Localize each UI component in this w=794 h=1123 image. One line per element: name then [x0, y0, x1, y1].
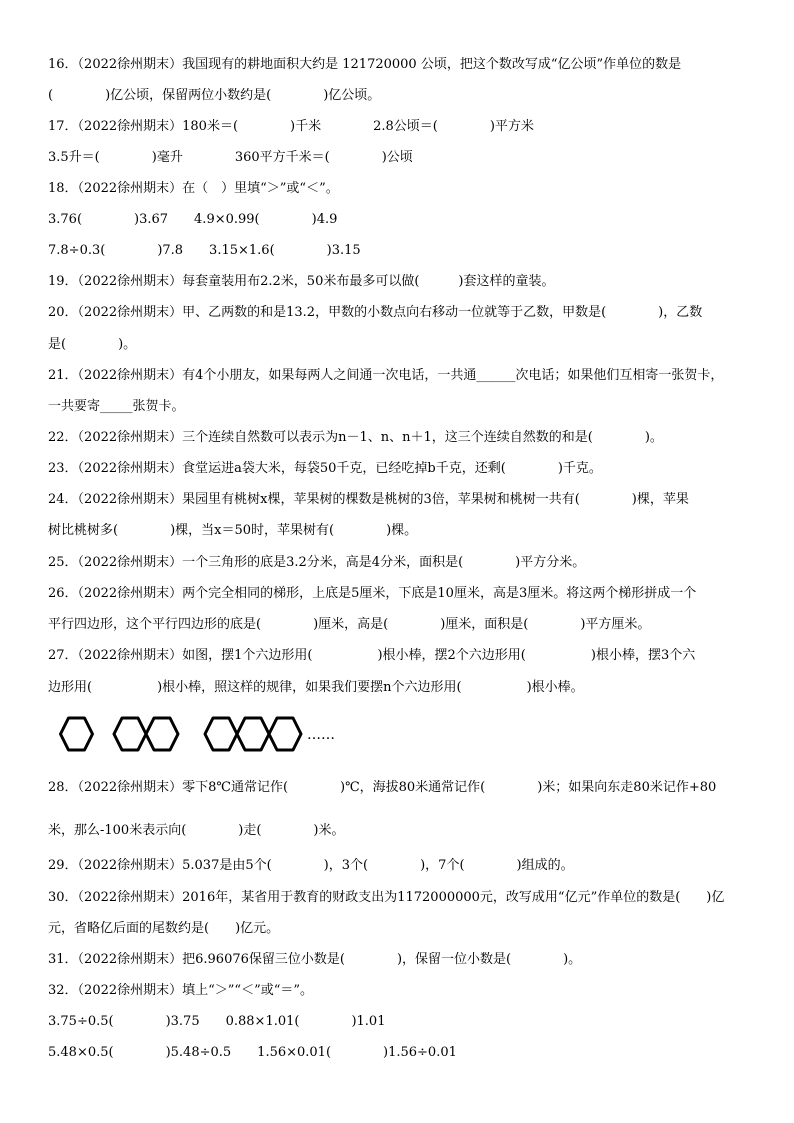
question-21-line-1: 21．（2022徐州期末）有4个小朋友，如果每两人之间通一次电话，一共通______次电话；如果他们互相寄一张贺卡， [48, 368, 724, 383]
hexagon-3c [269, 718, 301, 750]
question-19: 19．（2022徐州期末）每套童装用布2.2米，50米布最多可以做( )套这样的童装。 [48, 274, 555, 289]
question-25: 25．（2022徐州期末）一个三角形的底是3.2分米，高是4分米，面积是( )平方分米。 [48, 555, 586, 570]
question-18-line-2: 3.76( )3.67 4.9×0.99( )4.9 [48, 212, 338, 227]
hexagon-3b [237, 718, 269, 750]
question-26-line-2: 平行四边形，这个平行四边形的底是( )厘米，高是( )厘米，面积是( )平方厘米。 [48, 617, 651, 632]
question-20-line-2: 是( )。 [48, 337, 137, 352]
question-31: 31．（2022徐州期末）把6.96076保留三位小数是( )，保留一位小数是( )。 [48, 952, 582, 967]
figure-ellipsis: …… [307, 727, 335, 743]
question-30-line-2: 元，省略亿后面的尾数约是( )亿元。 [48, 921, 280, 936]
question-27-line-1: 27．（2022徐州期末）如图，摆1个六边形用( )根小棒，摆2个六边形用( )根小棒，摆3个六 [48, 648, 696, 663]
hexagon-figure [50, 714, 350, 754]
question-28-line-2: 米，那么-100米表示向( )走( )米。 [48, 823, 345, 838]
question-32-line-3: 5.48×0.5( )5.48÷0.5 1.56×0.01( )1.56÷0.01 [48, 1045, 457, 1060]
question-32-line-2: 3.75÷0.5( )3.75 0.88×1.01( )1.01 [48, 1014, 386, 1029]
question-16-line-1: 16．（2022徐州期末）我国现有的耕地面积大约是 121720000 公顷，把这个数改写成“亿公顷”作单位的数是 [48, 57, 682, 72]
question-18-line-1: 18．（2022徐州期末）在（ ）里填“＞”或“＜”。 [48, 181, 339, 196]
question-26-line-1: 26．（2022徐州期末）两个完全相同的梯形，上底是5厘米，下底是10厘米，高是3厘米。将这两个梯形拼成一个 [48, 586, 697, 601]
hexagon-1 [61, 718, 93, 750]
hexagon-3a [205, 718, 237, 750]
hexagon-2a [114, 718, 146, 750]
question-30-line-1: 30．（2022徐州期末）2016年，某省用于教育的财政支出为1172000000元，改写成用“亿元”作单位的数是( )亿 [48, 890, 725, 905]
question-21-line-2: 一共要寄_____张贺卡。 [48, 399, 185, 414]
question-27-line-2: 边形用( )根小棒，照这样的规律，如果我们要摆n个六边形用( )根小棒。 [48, 680, 584, 695]
question-20-line-1: 20．（2022徐州期末）甲、乙两数的和是13.2，甲数的小数点向右移动一位就等于乙数，甲数是( )，乙数 [48, 305, 703, 320]
question-24-line-1: 24．（2022徐州期末）果园里有桃树x棵，苹果树的棵数是桃树的3倍，苹果树和桃树一共有( )棵，苹果 [48, 492, 689, 507]
question-18-line-3: 7.8÷0.3( )7.8 3.15×1.6( )3.15 [48, 243, 361, 258]
question-23: 23．（2022徐州期末）食堂运进a袋大米，每袋50千克，已经吃掉b千克，还剩( )千克。 [48, 461, 602, 476]
question-24-line-2: 树比桃树多( )棵，当x＝50时，苹果树有( )棵。 [48, 523, 418, 538]
question-29: 29．（2022徐州期末）5.037是由5个( )，3个( )，7个( )组成的。 [48, 858, 574, 873]
question-17-line-2: 3.5升＝( )毫升 360平方千米＝( )公顷 [48, 150, 413, 165]
question-22: 22．（2022徐州期末）三个连续自然数可以表示为n－1、n、n＋1，这三个连续自然数的和是( )。 [48, 430, 663, 445]
hexagon-2b [146, 718, 178, 750]
question-16-line-2: ( )亿公顷，保留两位小数约是( )亿公顷。 [48, 88, 381, 103]
question-32-line-1: 32．（2022徐州期末）填上“＞”“＜”或“＝”。 [48, 983, 314, 998]
question-28-line-1: 28．（2022徐州期末）零下8℃通常记作( )℃，海拔80米通常记作( )米；如果向东走80米记作+80 [48, 780, 717, 795]
question-17-line-1: 17．（2022徐州期末）180米＝( )千米 2.8公顷＝( )平方米 [48, 119, 534, 134]
